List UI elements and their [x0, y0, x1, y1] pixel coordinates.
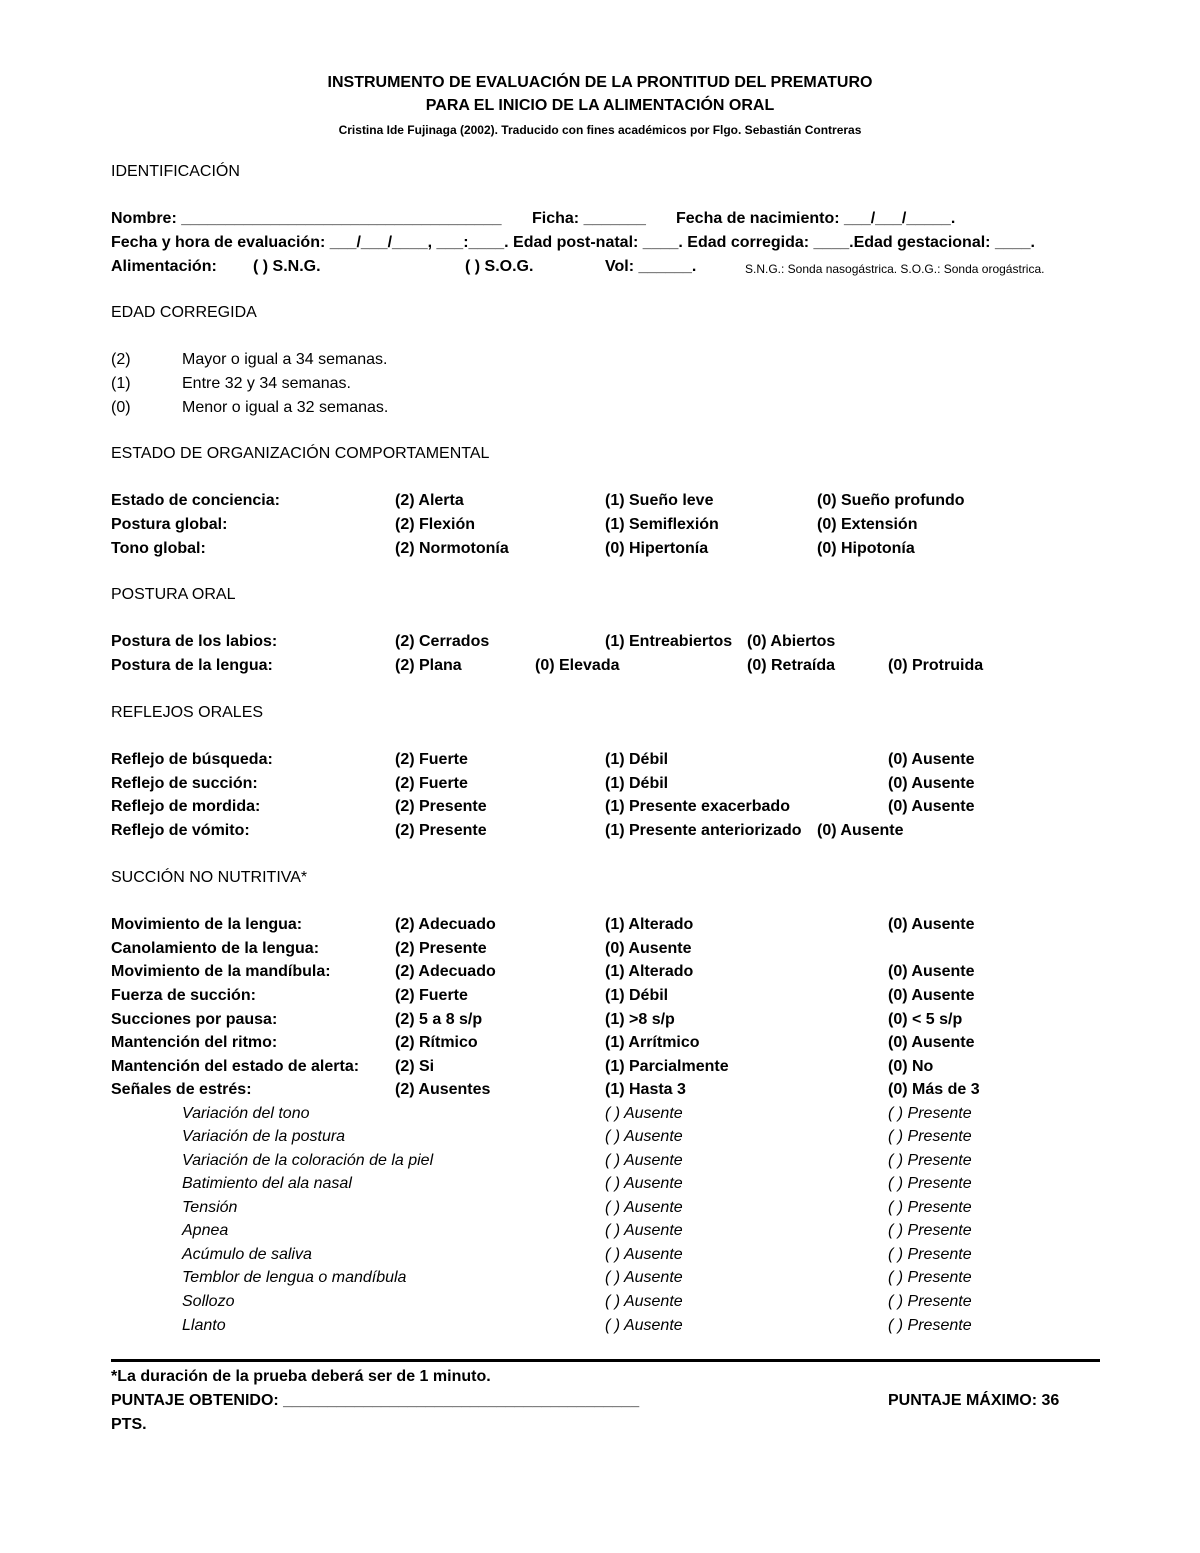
edad-option: Entre 32 y 34 semanas.	[182, 375, 351, 392]
footnote-duration: *La duración de la prueba deberá ser de 1 minuto.	[111, 1368, 491, 1385]
option-score-1[interactable]: (1) Alterado	[605, 916, 694, 933]
stress-sign-label: Batimiento del ala nasal	[182, 1175, 352, 1192]
option-score-2[interactable]: (2) Fuerte	[395, 987, 468, 1004]
checkbox-sng[interactable]: ( ) S.N.G.	[253, 258, 321, 275]
item-label: Postura de los labios:	[111, 633, 278, 650]
option-score-0[interactable]: (0) Ausente	[888, 775, 975, 792]
option-score-2[interactable]: (2) Presente	[395, 822, 487, 839]
edad-score[interactable]: (0)	[111, 399, 131, 416]
stress-sign-label: Llanto	[182, 1317, 226, 1334]
abbreviation-note: S.N.G.: Sonda nasogástrica. S.O.G.: Sonda orogástrica.	[745, 262, 1045, 276]
option-score-0[interactable]: (0) Ausente	[888, 798, 975, 815]
option-score-2[interactable]: (2) Adecuado	[395, 916, 496, 933]
section-heading-edad-corregida: EDAD CORREGIDA	[111, 304, 257, 321]
item-label: Reflejo de vómito:	[111, 822, 250, 839]
option-score-0[interactable]: (0) Protruida	[888, 657, 984, 674]
stress-ausente-checkbox[interactable]: ( ) Ausente	[605, 1317, 683, 1334]
option-score-2[interactable]: (2) Adecuado	[395, 963, 496, 980]
field-puntaje-obtenido[interactable]: PUNTAJE OBTENIDO: ________________________________________	[111, 1392, 640, 1409]
option-score-0[interactable]: (0) Ausente	[605, 940, 692, 957]
edad-option: Mayor o igual a 34 semanas.	[182, 351, 388, 368]
checkbox-sog[interactable]: ( ) S.O.G.	[465, 258, 534, 275]
item-label: Postura global:	[111, 516, 228, 533]
stress-ausente-checkbox[interactable]: ( ) Ausente	[605, 1222, 683, 1239]
stress-sign-label: Variación de la coloración de la piel	[182, 1152, 434, 1169]
option-score-2[interactable]: (2) Normotonía	[395, 540, 509, 557]
pts-label: PTS.	[111, 1416, 147, 1433]
edad-score[interactable]: (1)	[111, 375, 131, 392]
option-score-2[interactable]: (2) 5 a 8 s/p	[395, 1011, 483, 1028]
stress-ausente-checkbox[interactable]: ( ) Ausente	[605, 1152, 683, 1169]
option-score-0[interactable]: (0) Ausente	[888, 1034, 975, 1051]
section-heading-succion: SUCCIÓN NO NUTRITIVA*	[111, 869, 308, 886]
item-label: Fuerza de succión:	[111, 987, 256, 1004]
puntaje-maximo: PUNTAJE MÁXIMO: 36	[888, 1392, 1060, 1409]
field-vol[interactable]: Vol: ______.	[605, 258, 697, 275]
item-label: Mantención del estado de alerta:	[111, 1058, 360, 1075]
option-score-1[interactable]: (1) Débil	[605, 751, 669, 768]
option-score-2[interactable]: (2) Presente	[395, 940, 487, 957]
option-score-2[interactable]: (2) Ausentes	[395, 1081, 491, 1098]
edad-option: Menor o igual a 32 semanas.	[182, 399, 389, 416]
form-credit: Cristina Ide Fujinaga (2002). Traducido con fines académicos por Flgo. Sebastián Contreras	[338, 123, 862, 137]
item-label: Succiones por pausa:	[111, 1011, 278, 1028]
stress-ausente-checkbox[interactable]: ( ) Ausente	[605, 1269, 683, 1286]
option-score-2[interactable]: (2) Fuerte	[395, 751, 468, 768]
item-label: Postura de la lengua:	[111, 657, 273, 674]
field-fecha-evaluacion[interactable]: Fecha y hora de evaluación: ___/___/____, ___:____. Edad post-natal: ____. Edad corregida: ____.Edad gestacional: ____.	[111, 234, 1035, 251]
field-nombre[interactable]: Nombre: ____________________________________	[111, 210, 502, 227]
stress-presente-checkbox[interactable]: ( ) Presente	[888, 1199, 972, 1216]
section-heading-postura-oral: POSTURA ORAL	[111, 586, 236, 603]
stress-ausente-checkbox[interactable]: ( ) Ausente	[605, 1105, 683, 1122]
stress-ausente-checkbox[interactable]: ( ) Ausente	[605, 1246, 683, 1263]
option-score-0[interactable]: (0) Retraída	[747, 657, 836, 674]
stress-ausente-checkbox[interactable]: ( ) Ausente	[605, 1175, 683, 1192]
option-score-0[interactable]: (0) Ausente	[888, 751, 975, 768]
option-score-0[interactable]: (0) Sueño profundo	[817, 492, 965, 509]
item-label: Movimiento de la lengua:	[111, 916, 303, 933]
item-label: Reflejo de mordida:	[111, 798, 261, 815]
item-label: Mantención del ritmo:	[111, 1034, 278, 1051]
item-label: Canolamiento de la lengua:	[111, 940, 320, 957]
stress-presente-checkbox[interactable]: ( ) Presente	[888, 1293, 972, 1310]
item-label: Señales de estrés:	[111, 1081, 252, 1098]
option-score-0[interactable]: (0) Hipotonía	[817, 540, 915, 557]
option-score-2[interactable]: (2) Plana	[395, 657, 462, 674]
item-label: Estado de conciencia:	[111, 492, 280, 509]
option-score-1[interactable]: (1) >8 s/p	[605, 1011, 675, 1028]
option-score-0[interactable]: (0) Elevada	[535, 657, 620, 674]
stress-sign-label: Acúmulo de saliva	[182, 1246, 312, 1263]
stress-presente-checkbox[interactable]: ( ) Presente	[888, 1246, 972, 1263]
stress-sign-label: Variación de la postura	[182, 1128, 346, 1145]
option-score-1[interactable]: (1) Presente anteriorizado	[605, 822, 802, 839]
section-heading-reflejos: REFLEJOS ORALES	[111, 704, 264, 721]
option-score-1[interactable]: (1) Débil	[605, 987, 669, 1004]
option-score-0[interactable]: (0) Más de 3	[888, 1081, 980, 1098]
item-label: Tono global:	[111, 540, 206, 557]
stress-presente-checkbox[interactable]: ( ) Presente	[888, 1317, 972, 1334]
option-score-1[interactable]: (1) Alterado	[605, 963, 694, 980]
stress-presente-checkbox[interactable]: ( ) Presente	[888, 1222, 972, 1239]
option-score-2[interactable]: (2) Presente	[395, 798, 487, 815]
option-score-2[interactable]: (2) Flexión	[395, 516, 476, 533]
option-score-2[interactable]: (2) Rítmico	[395, 1034, 478, 1051]
stress-sign-label: Variación del tono	[182, 1105, 310, 1122]
section-heading-estado: ESTADO DE ORGANIZACIÓN COMPORTAMENTAL	[111, 445, 490, 462]
option-score-0[interactable]: (0) Abiertos	[747, 633, 836, 650]
stress-presente-checkbox[interactable]: ( ) Presente	[888, 1269, 972, 1286]
option-score-0[interactable]: (0) Hipertonía	[605, 540, 709, 557]
option-score-2[interactable]: (2) Alerta	[395, 492, 464, 509]
stress-presente-checkbox[interactable]: ( ) Presente	[888, 1152, 972, 1169]
stress-presente-checkbox[interactable]: ( ) Presente	[888, 1105, 972, 1122]
option-score-0[interactable]: (0) Ausente	[817, 822, 904, 839]
option-score-2[interactable]: (2) Si	[395, 1058, 435, 1075]
option-score-1[interactable]: (1) Hasta 3	[605, 1081, 686, 1098]
field-alimentacion-label: Alimentación:	[111, 258, 217, 275]
option-score-1[interactable]: (1) Débil	[605, 775, 669, 792]
stress-sign-label: Sollozo	[182, 1293, 235, 1310]
footer-divider	[111, 1359, 1100, 1362]
option-score-1[interactable]: (1) Presente exacerbado	[605, 798, 790, 815]
option-score-0[interactable]: (0) Ausente	[888, 916, 975, 933]
option-score-0[interactable]: (0) No	[888, 1058, 934, 1075]
stress-sign-label: Apnea	[182, 1222, 229, 1239]
item-label: Movimiento de la mandíbula:	[111, 963, 331, 980]
stress-presente-checkbox[interactable]: ( ) Presente	[888, 1175, 972, 1192]
item-label: Reflejo de búsqueda:	[111, 751, 273, 768]
option-score-0[interactable]: (0) Ausente	[888, 963, 975, 980]
option-score-1[interactable]: (1) Sueño leve	[605, 492, 714, 509]
option-score-1[interactable]: (1) Entreabiertos	[605, 633, 733, 650]
stress-ausente-checkbox[interactable]: ( ) Ausente	[605, 1293, 683, 1310]
option-score-0[interactable]: (0) Extensión	[817, 516, 918, 533]
option-score-2[interactable]: (2) Cerrados	[395, 633, 490, 650]
edad-score[interactable]: (2)	[111, 351, 131, 368]
option-score-0[interactable]: (0) Ausente	[888, 987, 975, 1004]
stress-sign-label: Tensión	[182, 1199, 238, 1216]
stress-ausente-checkbox[interactable]: ( ) Ausente	[605, 1128, 683, 1145]
form-title-line1: INSTRUMENTO DE EVALUACIÓN DE LA PRONTITUD DEL PREMATURO	[327, 74, 873, 91]
field-fecha-nacimiento[interactable]: Fecha de nacimiento: ___/___/_____.	[676, 210, 956, 227]
section-heading-identificacion: IDENTIFICACIÓN	[111, 163, 240, 180]
option-score-1[interactable]: (1) Arrítmico	[605, 1034, 700, 1051]
option-score-1[interactable]: (1) Parcialmente	[605, 1058, 729, 1075]
field-ficha[interactable]: Ficha: _______	[532, 210, 646, 227]
stress-sign-label: Temblor de lengua o mandíbula	[182, 1269, 407, 1286]
stress-ausente-checkbox[interactable]: ( ) Ausente	[605, 1199, 683, 1216]
form-title-line2: PARA EL INICIO DE LA ALIMENTACIÓN ORAL	[425, 97, 775, 114]
item-label: Reflejo de succión:	[111, 775, 258, 792]
option-score-0[interactable]: (0) < 5 s/p	[888, 1011, 963, 1028]
option-score-1[interactable]: (1) Semiflexión	[605, 516, 719, 533]
stress-presente-checkbox[interactable]: ( ) Presente	[888, 1128, 972, 1145]
option-score-2[interactable]: (2) Fuerte	[395, 775, 468, 792]
